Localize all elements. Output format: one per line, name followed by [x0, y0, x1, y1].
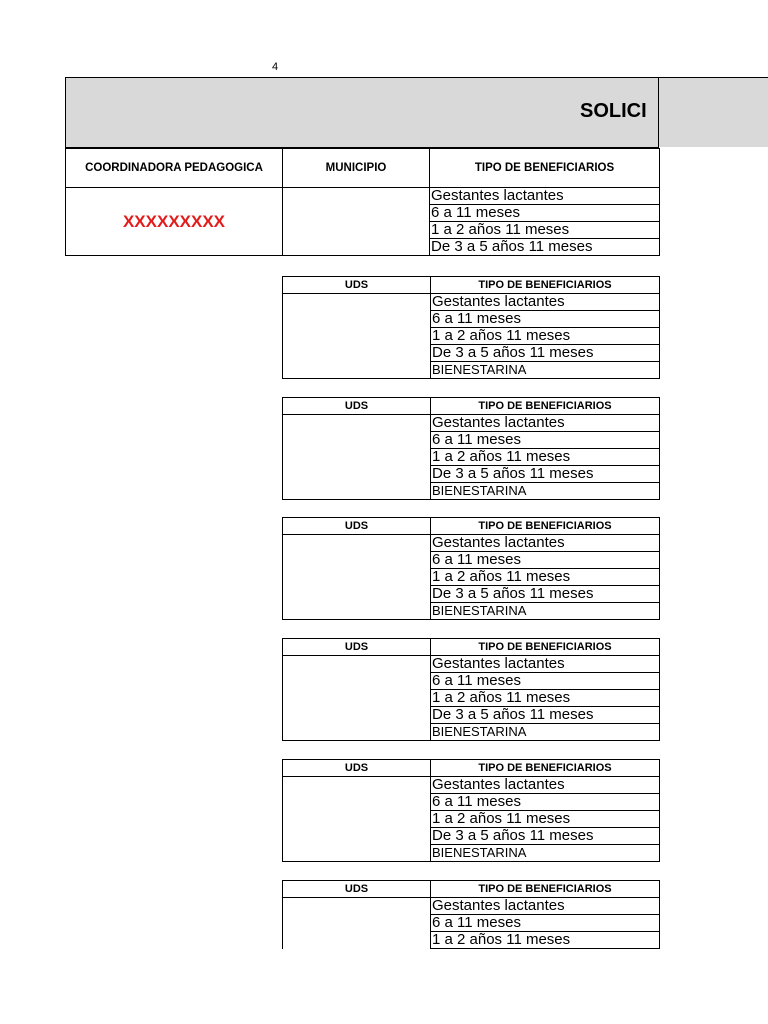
column-header-uds: UDS: [283, 881, 431, 898]
beneficiario-cell[interactable]: 1 a 2 años 11 meses: [431, 690, 660, 707]
table-row: [66, 188, 660, 205]
table-row: [283, 294, 660, 311]
beneficiario-cell[interactable]: Gestantes lactantes: [431, 415, 660, 432]
uds-value-cell[interactable]: [283, 294, 431, 379]
column-header-tipo: TIPO DE BENEFICIARIOS: [431, 881, 660, 898]
uds-table: [282, 276, 660, 379]
page-number: 4: [272, 61, 279, 73]
municipio-value[interactable]: [283, 188, 430, 256]
beneficiario-cell[interactable]: De 3 a 5 años 11 meses: [431, 586, 660, 603]
beneficiario-cell[interactable]: De 3 a 5 años 11 meses: [431, 828, 660, 845]
bienestarina-cell[interactable]: BIENESTARINA: [431, 845, 660, 862]
beneficiario-cell[interactable]: 6 a 11 meses: [431, 311, 660, 328]
column-header-tipo: TIPO DE BENEFICIARIOS: [431, 277, 660, 294]
bienestarina-cell[interactable]: BIENESTARINA: [431, 724, 660, 741]
column-header-uds: UDS: [283, 518, 431, 535]
table-row: [283, 535, 660, 552]
beneficiario-cell[interactable]: 1 a 2 años 11 meses: [430, 222, 660, 239]
column-header-tipo: TIPO DE BENEFICIARIOS: [431, 760, 660, 777]
beneficiario-cell[interactable]: Gestantes lactantes: [430, 188, 660, 205]
column-header-uds: UDS: [283, 398, 431, 415]
uds-header-row: [283, 639, 660, 656]
table-row: [283, 898, 660, 915]
column-header-coordinadora: COORDINADORA PEDAGOGICA: [66, 149, 283, 188]
uds-header-row: [283, 398, 660, 415]
column-header-uds: UDS: [283, 760, 431, 777]
uds-table: [282, 638, 660, 741]
uds-header-row: [283, 518, 660, 535]
uds-value-cell[interactable]: [283, 777, 431, 862]
column-header-tipo: TIPO DE BENEFICIARIOS: [431, 518, 660, 535]
column-header-municipio: MUNICIPIO: [283, 149, 430, 188]
uds-value-cell[interactable]: [283, 898, 431, 949]
beneficiario-cell[interactable]: 6 a 11 meses: [430, 205, 660, 222]
column-header-tipo: TIPO DE BENEFICIARIOS: [431, 639, 660, 656]
uds-value-cell[interactable]: [283, 535, 431, 620]
beneficiario-cell[interactable]: De 3 a 5 años 11 meses: [431, 466, 660, 483]
page-title: SOLICI: [580, 100, 647, 122]
beneficiario-cell[interactable]: Gestantes lactantes: [431, 656, 660, 673]
uds-table: [282, 759, 660, 862]
uds-header-row: [283, 277, 660, 294]
table-row: [283, 415, 660, 432]
uds-value-cell[interactable]: [283, 415, 431, 500]
uds-value-cell[interactable]: [283, 656, 431, 741]
beneficiario-cell[interactable]: Gestantes lactantes: [431, 294, 660, 311]
beneficiario-cell[interactable]: De 3 a 5 años 11 meses: [431, 345, 660, 362]
beneficiario-cell[interactable]: 1 a 2 años 11 meses: [431, 449, 660, 466]
beneficiario-cell[interactable]: 1 a 2 años 11 meses: [431, 811, 660, 828]
beneficiario-cell[interactable]: De 3 a 5 años 11 meses: [430, 239, 660, 256]
uds-table: [282, 397, 660, 500]
uds-header-row: [283, 760, 660, 777]
column-header-uds: UDS: [283, 277, 431, 294]
column-header-tipo: TIPO DE BENEFICIARIOS: [431, 398, 660, 415]
bienestarina-cell[interactable]: BIENESTARINA: [431, 483, 660, 500]
uds-table: [282, 880, 660, 949]
beneficiario-cell[interactable]: 6 a 11 meses: [431, 673, 660, 690]
table-row: [283, 656, 660, 673]
beneficiario-cell[interactable]: 6 a 11 meses: [431, 915, 660, 932]
beneficiario-cell[interactable]: 6 a 11 meses: [431, 432, 660, 449]
beneficiario-cell[interactable]: De 3 a 5 años 11 meses: [431, 707, 660, 724]
uds-header-row: [283, 881, 660, 898]
bienestarina-cell[interactable]: BIENESTARINA: [431, 603, 660, 620]
beneficiario-cell[interactable]: 6 a 11 meses: [431, 794, 660, 811]
beneficiario-cell[interactable]: Gestantes lactantes: [431, 777, 660, 794]
coordinadora-table: [65, 148, 660, 256]
beneficiario-cell[interactable]: Gestantes lactantes: [431, 535, 660, 552]
coordinadora-value[interactable]: XXXXXXXXX: [66, 188, 283, 256]
beneficiario-cell[interactable]: 1 a 2 años 11 meses: [431, 569, 660, 586]
beneficiario-cell[interactable]: 1 a 2 años 11 meses: [431, 932, 660, 949]
beneficiario-cell[interactable]: 1 a 2 años 11 meses: [431, 328, 660, 345]
beneficiario-cell[interactable]: Gestantes lactantes: [431, 898, 660, 915]
table-header-row: [66, 149, 660, 188]
bienestarina-cell[interactable]: BIENESTARINA: [431, 362, 660, 379]
column-header-uds: UDS: [283, 639, 431, 656]
table-row: [283, 777, 660, 794]
column-header-tipo: TIPO DE BENEFICIARIOS: [430, 149, 660, 188]
uds-table: [282, 517, 660, 620]
beneficiario-cell[interactable]: 6 a 11 meses: [431, 552, 660, 569]
title-band: [65, 77, 768, 147]
